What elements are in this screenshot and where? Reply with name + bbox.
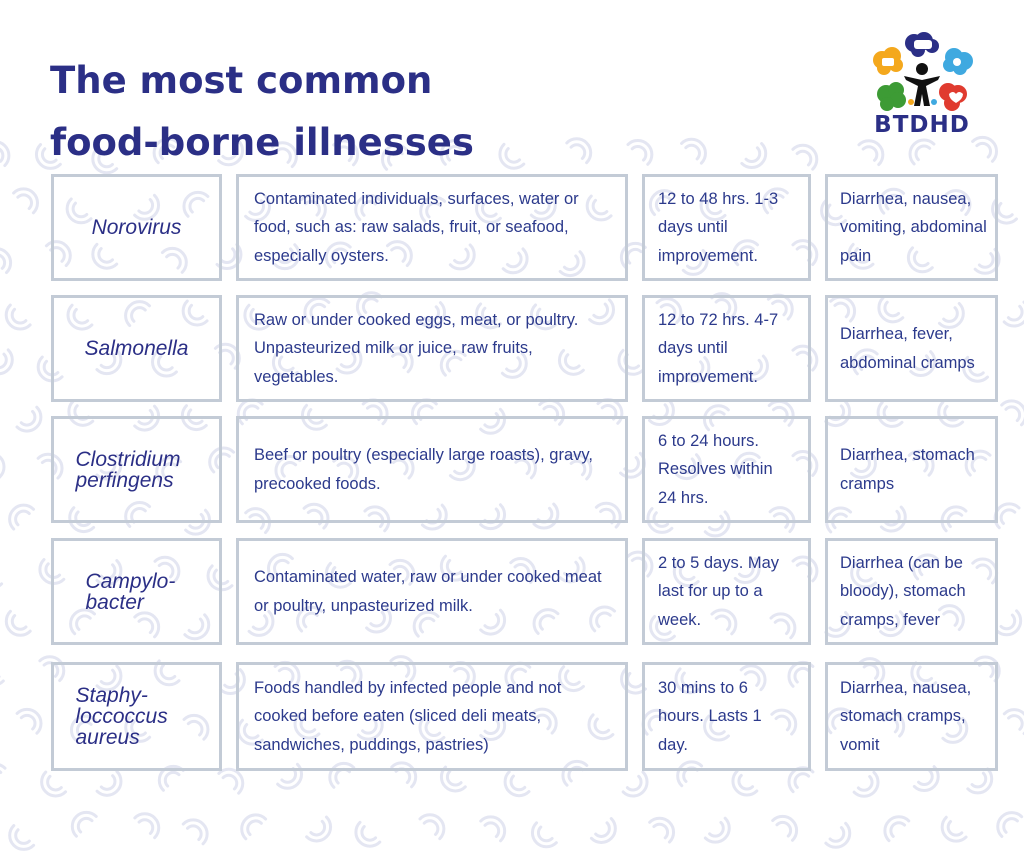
illness-name-cell [51,174,222,281]
pattern-arc [628,135,658,165]
onset-cell [642,174,811,281]
pattern-arc [4,499,34,529]
pattern-arc [67,807,97,837]
illness-name: Clostridium perfingens [75,447,181,492]
pattern-arc [591,819,621,849]
illness-name-cell [51,295,222,402]
onset-cell [642,538,811,645]
symptoms-cell [825,295,998,402]
pattern-arc [1002,395,1024,425]
symptoms-cell [825,538,998,645]
pattern-arc [499,772,529,802]
pattern-arc [854,772,884,802]
pattern-arc [705,818,735,848]
symptoms-text: Diarrhea, fever, abdominal cramps [840,325,975,372]
pattern-arc [350,822,380,852]
illness-name-cell [51,538,222,645]
pattern-arc [727,771,757,801]
pattern-arc [236,809,266,839]
illness-name-cell [51,416,222,523]
title-line-1: The most common [50,59,433,102]
pattern-arc [773,811,803,841]
onset-text: 30 mins to 6 hours. Lasts 1 day. [658,678,762,754]
btdhd-logo [856,32,988,140]
illness-name: Norovirus [91,216,182,239]
symptoms-text: Diarrhea, stomach cramps [840,446,975,493]
source-text: Raw or under cooked eggs, meat, or poultry. Unpasteurized milk or juice, raw fruits, vegetables. [254,310,579,386]
pattern-arc [436,767,466,797]
pattern-arc [997,611,1024,641]
source-text: Beef or poultry (especially large roasts), gravy, precooked foods. [254,446,593,493]
source-cell [236,416,628,523]
pattern-arc [793,139,823,169]
onset-text: 2 to 5 days. May last for up to a week. [658,553,780,629]
pattern-arc [879,811,909,841]
pattern-arc [307,817,337,847]
illness-name-cell [51,662,222,771]
pattern-arc [36,772,66,802]
symptoms-text: Diarrhea, nausea, stomach cramps, vomit [840,678,972,754]
pattern-arc [0,136,15,166]
onset-text: 12 to 72 hrs. 4-7 days until improvement. [658,310,779,386]
pattern-arc [527,823,557,853]
pattern-arc [97,771,127,801]
page-title [50,50,474,174]
illness-name: Campylo-bacter [85,569,176,614]
pattern-arc [742,144,772,174]
pattern-arc [17,704,47,734]
onset-text: 6 to 24 hours. Resolves within 24 hrs. [658,431,773,507]
pattern-arc [567,133,597,163]
symptoms-cell [825,174,998,281]
onset-cell [642,295,811,402]
pattern-arc [14,183,44,213]
logo-text: BTDHD [874,112,970,138]
symptoms-text: Diarrhea (can be bloody), stomach cramps, fever [840,553,966,629]
pattern-arc [968,769,998,799]
onset-cell [642,662,811,771]
source-cell [236,662,628,771]
pattern-arc [4,826,34,856]
pattern-arc [682,134,712,164]
pattern-arc [0,243,16,273]
illness-name: Salmonella [84,337,189,360]
source-text: Contaminated water, raw or under cooked meat or poultry, unpasteurized milk. [254,568,602,615]
family-health-icon [856,32,988,114]
pattern-arc [0,350,18,380]
pattern-arc [992,807,1022,837]
pattern-arc [0,758,5,788]
pattern-arc [623,772,653,802]
source-text: Contaminated individuals, surfaces, water or food, such as: raw salads, fruit, or seafood, especially oysters. [254,189,579,265]
symptoms-cell [825,662,998,771]
pattern-arc [1,611,31,641]
pattern-arc [826,823,856,853]
title-line-2: food-borne illnesses [50,121,474,164]
illness-name: Staphy-loccoccus aureus [75,684,168,749]
pattern-arc [0,564,2,594]
symptoms-cell [825,416,998,523]
pattern-arc [481,811,511,841]
pattern-arc [494,144,524,174]
source-cell [236,295,628,402]
source-text: Foods handled by infected people and not cooked before eaten (sliced deli meats, sandwiches, puddings, pastries) [254,678,562,754]
source-cell [236,174,628,281]
pattern-arc [135,808,165,838]
onset-cell [642,416,811,523]
pattern-arc [1004,302,1024,332]
pattern-arc [0,661,3,691]
pattern-arc [420,809,450,839]
source-cell [236,538,628,645]
pattern-arc [650,812,680,842]
pattern-arc [183,814,213,844]
symptoms-text: Diarrhea, nausea, vomiting, abdominal pain [840,189,987,265]
onset-text: 12 to 48 hrs. 1-3 days until improvement. [658,189,779,265]
pattern-arc [914,767,944,797]
pattern-arc [1004,704,1024,734]
pattern-arc [17,407,47,437]
pattern-arc [0,457,10,487]
pattern-arc [936,817,966,847]
pattern-arc [0,305,30,335]
